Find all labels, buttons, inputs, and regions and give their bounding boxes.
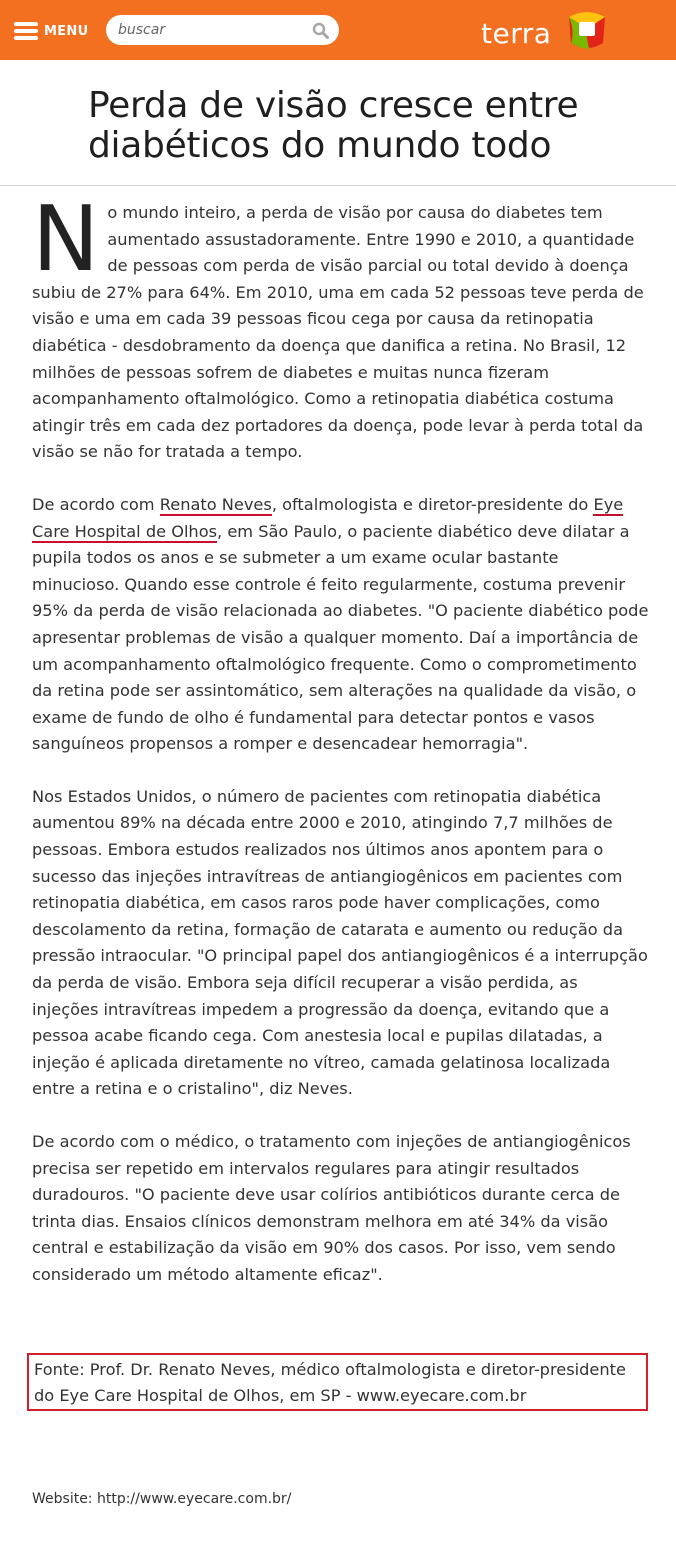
drop-cap: N bbox=[32, 187, 100, 292]
paragraph-2 bbox=[32, 492, 649, 758]
link-renato-neves[interactable]: Renato Neves bbox=[159, 494, 272, 514]
article-body bbox=[32, 187, 649, 1315]
search-box bbox=[106, 15, 339, 45]
brand-name: terra bbox=[481, 16, 552, 50]
paragraph-1-text: o mundo inteiro, a perda de visão por causa do diabetes tem aumentado assustadoramente. Entre 1990 e 2010, a quantidade de pessoas com perda de visão parcial ou total devido à doença subiu de 27% para 64%. Em 2010, uma em cada 52 pessoas teve perda de visão e uma em cada 39 pessoas ficou cega por causa da retinopatia diabética - desdobramento da doença que danifica a retina. No Brasil, 12 milhões de pessoas sofrem de diabetes e muitas nunca fizeram acompanhamento oftalmológico. Como a retinopatia diabética costuma atingir três em cada dez portadores da doença, pode levar à perda total da visão se não for tratada a tempo. bbox=[32, 203, 644, 462]
link-eye-care-hospital[interactable]: Eye Care Hospital de Olhos bbox=[32, 494, 624, 541]
top-bar bbox=[0, 0, 676, 60]
paragraph-2-text-c: , em São Paulo, o paciente diabético deve dilatar a pupila todos os anos e se submeter a um exame ocular bastante minucioso. Quando esse controle é feito regularmente, costuma prevenir 95% da perda de visão relacionada ao diabetes. "O paciente diabético pode apresentar problemas de visão a qualquer momento. Daí a importância de um acompanhamento oftalmológico frequente. Como o comprometimento da retina pode ser assintomático, sem alterações na qualidade da visão, o exame de fundo de olho é fundamental para detectar pontos e vasos sanguíneos propensos a romper e desencadear hemorragia". bbox=[32, 521, 649, 754]
menu-label: MENU bbox=[44, 23, 89, 39]
paragraph-4: De acordo com o médico, o tratamento com injeções de antiangiogênicos precisa ser repetido em intervalos regulares para atingir resultados duradouros. "O paciente deve usar colírios antibióticos durante cerca de trinta dias. Ensaios clínicos demonstram melhora em até 34% da visão central e estabilização da visão em 90% dos casos. Por isso, vem sendo considerado um método altamente eficaz". bbox=[32, 1132, 631, 1284]
article-title: Perda de visão cresce entre diabéticos do mundo todo bbox=[88, 85, 579, 166]
menu-button[interactable] bbox=[14, 20, 88, 42]
source-box bbox=[27, 1353, 648, 1411]
paragraph-1 bbox=[32, 187, 649, 466]
terra-logo-icon bbox=[565, 9, 609, 51]
hamburger-icon bbox=[14, 22, 38, 40]
paragraph-2-text-a: De acordo com bbox=[32, 494, 160, 514]
search-icon[interactable] bbox=[312, 22, 329, 39]
title-divider bbox=[0, 185, 676, 186]
source-text: Fonte: Prof. Dr. Renato Neves, médico oftalmologista e diretor-presidente do Eye Care Hospital de Olhos, em SP - www.eyecare.com.br bbox=[34, 1360, 626, 1405]
website-line: Website: http://www.eyecare.com.br/ bbox=[32, 1491, 292, 1507]
paragraph-3: Nos Estados Unidos, o número de pacientes com retinopatia diabética aumentou 89% na década entre 2000 e 2010, atingindo 7,7 milhões de pessoas. Embora estudos realizados nos últimos anos apontem para o sucesso das injeções intravítreas de antiangiogênicos em pacientes com retinopatia diabética, em casos raros pode haver complicações, como descolamento da retina, formação de catarata e aumento ou redução da pressão intraocular. "O principal papel dos antiangiogênicos é a interrupção da perda de visão. Embora seja difícil recuperar a visão perdida, as injeções intravítreas impedem a progressão da doença, evitando que a pessoa acabe ficando cega. Com anestesia local e pupilas dilatadas, a injeção é aplicada diretamente no vítreo, camada gelatinosa localizada entre a retina e o cristalino", diz Neves. bbox=[32, 786, 648, 1099]
terra-brand[interactable] bbox=[481, 14, 551, 48]
search-input[interactable] bbox=[118, 15, 308, 45]
paragraph-2-text-b: , oftalmologista e diretor-presidente do bbox=[271, 494, 594, 514]
